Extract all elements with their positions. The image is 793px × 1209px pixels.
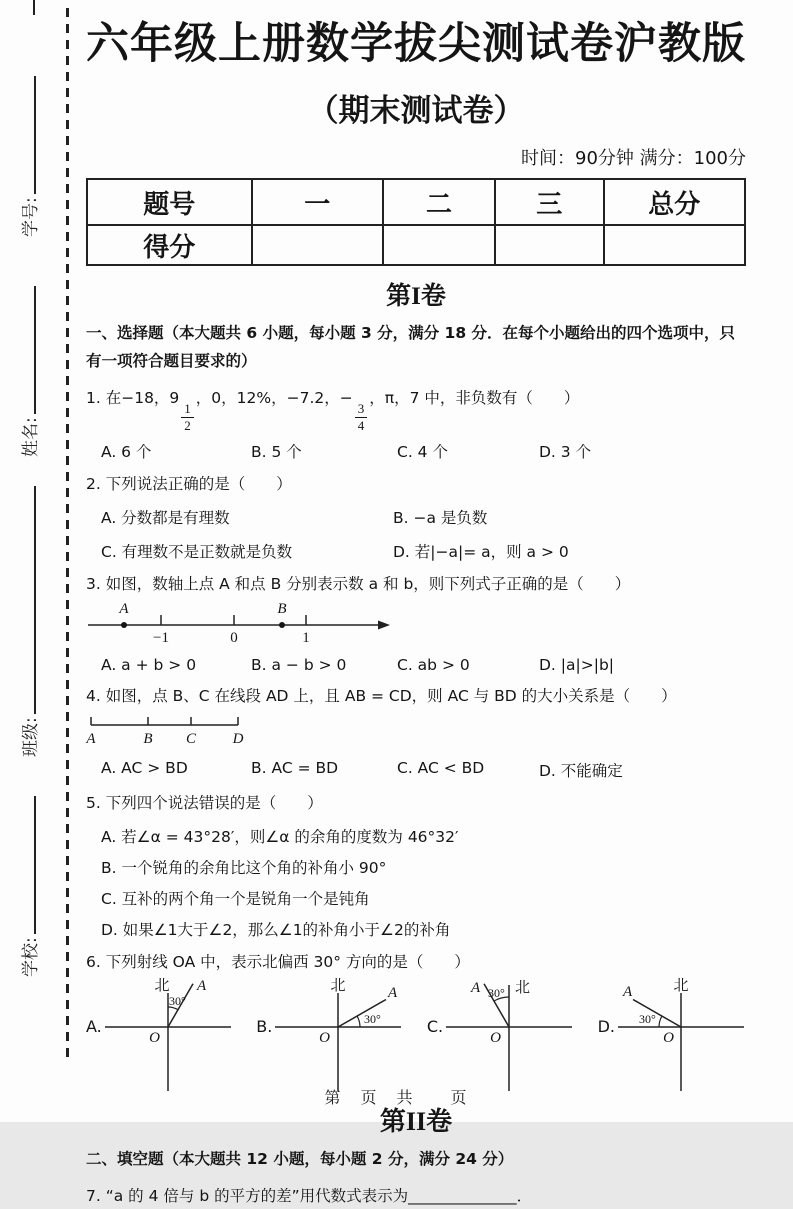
option: B. 5 个 <box>251 442 302 461</box>
point-a-dot <box>121 622 127 628</box>
option: D. 若|−a|= a，则 a > 0 <box>393 542 569 561</box>
question-2-options <box>101 506 746 562</box>
option: A. AC > BD <box>101 758 188 777</box>
angle-arc <box>357 1016 360 1027</box>
question-6: 6. 下列射线 OA 中，表示北偏西 30° 方向的是（ ） <box>86 952 470 971</box>
option-letter: D. <box>597 1017 615 1037</box>
question-7 <box>86 1183 746 1209</box>
north-label: 北 <box>673 976 689 995</box>
north-label: 北 <box>330 976 346 995</box>
question-1-text: ，0，12%，−7.2，− <box>195 389 353 408</box>
margin-line-fragment <box>33 0 35 15</box>
option: B. 一个锐角的余角比这个角的补角小 90° <box>101 858 387 877</box>
compass-figure-a <box>86 976 233 1091</box>
question-7-text: 7. “a 的 4 倍与 b 的平方的差”用代数式表示为 <box>86 1187 409 1206</box>
option-letter: B. <box>256 1017 273 1037</box>
question-1-options <box>101 440 746 462</box>
score-table-cell: 题号 <box>87 179 252 225</box>
option: C. 互补的两个角一个是锐角一个是钝角 <box>101 889 370 908</box>
option: D. 如果∠1大于∠2，那么∠1的补角小于∠2的补角 <box>101 920 451 939</box>
page-footer: 第 页 共 页 <box>324 1088 469 1107</box>
option-letter: C. <box>426 1017 444 1037</box>
question-7-period: ． <box>516 1187 533 1206</box>
score-table-cell: 一 <box>252 179 384 225</box>
point-b-label: B <box>277 601 287 618</box>
score-table-cell: 三 <box>495 179 604 225</box>
north-label: 北 <box>515 978 531 997</box>
north-label: 北 <box>154 976 170 995</box>
question-1 <box>86 385 746 432</box>
score-table-header-row <box>87 179 745 225</box>
point-a-label: A <box>622 984 633 1001</box>
option: C. AC < BD <box>397 758 485 777</box>
option: B. a − b > 0 <box>251 656 347 675</box>
angle-label: 30° <box>638 1012 656 1027</box>
angle-arc <box>659 1016 662 1027</box>
origin-label: O <box>319 1030 331 1047</box>
origin-label: O <box>148 1030 160 1047</box>
score-table-empty-cell <box>252 225 384 265</box>
option: D. 不能确定 <box>539 761 623 780</box>
section2-title: 二、填空题（本大题共 12 小题，每小题 2 分，满分 24 分） <box>86 1150 514 1169</box>
angle-label: 30° <box>364 1012 382 1027</box>
school-field <box>16 796 41 977</box>
student-id-blank-line <box>19 76 36 194</box>
paper-content <box>86 0 746 1209</box>
segment-label-a: A <box>86 730 96 747</box>
school-blank-line <box>19 796 36 934</box>
point-b-dot <box>279 622 285 628</box>
page-title: 六年级上册数学拔尖测试卷沪教版 <box>86 19 746 69</box>
school-label: 学校: <box>21 937 41 977</box>
option: B. −a 是负数 <box>393 508 488 527</box>
question-5-options <box>86 825 746 940</box>
segment-figure <box>86 714 746 752</box>
option: C. 4 个 <box>397 442 448 461</box>
segment-label-d: D <box>232 730 244 747</box>
point-a-label: A <box>196 978 206 995</box>
option: A. 6 个 <box>101 442 152 461</box>
question-5: 5. 下列四个说法错误的是（ ） <box>86 793 323 812</box>
student-id-field <box>16 76 41 237</box>
question-4-options <box>101 759 746 781</box>
seal-dashed-line <box>66 8 69 1060</box>
compass-figure-b <box>256 976 403 1091</box>
name-blank-line <box>19 286 36 414</box>
score-table-empty-cell <box>383 225 495 265</box>
score-table-cell: 总分 <box>604 179 745 225</box>
compass-figure-c <box>427 979 574 1091</box>
fraction-3-4: $\frac{3}{4}$ <box>355 402 368 432</box>
name-label: 姓名: <box>21 417 41 457</box>
point-a-label: A <box>388 985 398 1002</box>
angle-label: 30° <box>168 994 186 1009</box>
class-blank-line <box>19 486 36 714</box>
score-table-empty-cell <box>604 225 745 265</box>
name-field <box>16 286 41 457</box>
compass-figure-d <box>597 976 746 1091</box>
option: A. 若∠α = 43°28′，则∠α 的余角的度数为 46°32′ <box>101 827 459 846</box>
score-table-score-row <box>87 225 745 265</box>
answer-blank: ______________ <box>408 1187 517 1206</box>
question-3-options <box>101 656 746 674</box>
student-id-label: 学号: <box>21 197 41 237</box>
question-6-figures <box>86 976 746 1091</box>
point-a-label: A <box>119 601 129 618</box>
score-table-cell: 二 <box>383 179 495 225</box>
option: D. |a|>|b| <box>539 656 615 675</box>
angle-label: 30° <box>488 986 505 1001</box>
score-table-cell: 得分 <box>87 225 252 265</box>
arrow-head <box>378 621 390 630</box>
part2-heading: 第II卷 <box>379 1107 453 1137</box>
segment-label-c: C <box>185 730 197 747</box>
tick-label: 1 <box>302 630 310 647</box>
option: D. 3 个 <box>539 442 592 461</box>
origin-label: O <box>490 1030 502 1047</box>
tick-label: 0 <box>230 630 238 647</box>
score-table <box>86 178 746 266</box>
class-field <box>16 486 41 757</box>
question-1-text: ，π，7 中，非负数有（ ） <box>369 389 580 408</box>
point-a-label: A <box>471 980 481 997</box>
fraction-1-2: $\frac{1}{2}$ <box>181 402 194 432</box>
number-line-figure <box>86 601 746 649</box>
question-1-text: 1. 在−18，9 <box>86 389 180 408</box>
option-letter: A. <box>86 1017 102 1037</box>
origin-label: O <box>663 1030 674 1047</box>
option: A. a + b > 0 <box>101 656 197 675</box>
section1-title: 一、选择题（本大题共 6 小题，每小题 3 分，满分 18 分．在每个小题给出的四个选项中，只有一项符合题目要求的） <box>86 324 736 371</box>
question-4: 4. 如图，点 B、C 在线段 AD 上，且 AB = CD，则 AC 与 BD 的大小关系是（ ） <box>86 687 677 706</box>
class-label: 班级: <box>21 717 41 757</box>
option: B. AC = BD <box>251 758 339 777</box>
option: C. 有理数不是正数就是负数 <box>101 542 293 561</box>
score-table-empty-cell <box>495 225 604 265</box>
question-2: 2. 下列说法正确的是（ ） <box>86 474 292 493</box>
page-subtitle: （期末测试卷） <box>307 93 525 130</box>
option: A. 分数都是有理数 <box>101 508 230 527</box>
segment-label-b: B <box>143 730 153 747</box>
exam-meta: 时间：90分钟 满分：100分 <box>521 148 746 170</box>
tick-label: −1 <box>153 630 169 647</box>
question-3: 3. 如图，数轴上点 A 和点 B 分别表示数 a 和 b，则下列式子正确的是（ ） <box>86 574 631 593</box>
option: C. ab > 0 <box>397 656 470 675</box>
part1-heading: 第I卷 <box>386 283 446 311</box>
